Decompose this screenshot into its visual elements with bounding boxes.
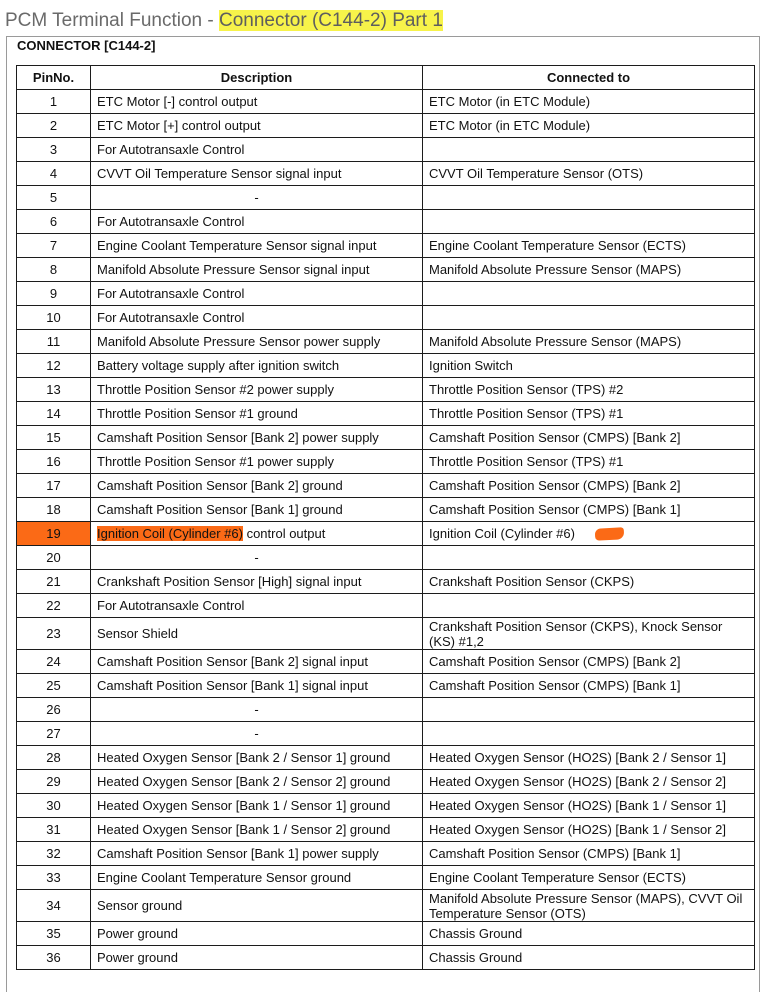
table-header-row [17, 66, 755, 90]
table-row [17, 354, 755, 378]
table-row [17, 794, 755, 818]
table-row [17, 650, 755, 674]
pin-description: Power ground [91, 946, 423, 970]
table-row [17, 522, 755, 546]
pin-description: Camshaft Position Sensor [Bank 2] signal input [91, 650, 423, 674]
table-row [17, 282, 755, 306]
pin-number: 1 [17, 90, 91, 114]
pin-number: 34 [17, 890, 91, 922]
pin-connected-to [423, 546, 755, 570]
pin-number: 11 [17, 330, 91, 354]
pin-description: Heated Oxygen Sensor [Bank 2 / Sensor 2] ground [91, 770, 423, 794]
pin-description: Heated Oxygen Sensor [Bank 1 / Sensor 2] ground [91, 818, 423, 842]
pin-number: 16 [17, 450, 91, 474]
table-row [17, 234, 755, 258]
pin-description: Camshaft Position Sensor [Bank 2] power supply [91, 426, 423, 450]
pin-description: Battery voltage supply after ignition switch [91, 354, 423, 378]
pin-number: 4 [17, 162, 91, 186]
pin-description: - [91, 186, 423, 210]
pin-description: Heated Oxygen Sensor [Bank 1 / Sensor 1] ground [91, 794, 423, 818]
pin-connected-to: Throttle Position Sensor (TPS) #1 [423, 402, 755, 426]
pin-connected-to: Camshaft Position Sensor (CMPS) [Bank 2] [423, 426, 755, 450]
table-row [17, 474, 755, 498]
pin-number: 15 [17, 426, 91, 450]
pin-connected-to: Heated Oxygen Sensor (HO2S) [Bank 1 / Sensor 1] [423, 794, 755, 818]
pin-number: 17 [17, 474, 91, 498]
pin-description: Throttle Position Sensor #2 power supply [91, 378, 423, 402]
pin-description: Throttle Position Sensor #1 ground [91, 402, 423, 426]
pin-description: For Autotransaxle Control [91, 282, 423, 306]
pin-connected-to: CVVT Oil Temperature Sensor (OTS) [423, 162, 755, 186]
pin-number: 29 [17, 770, 91, 794]
pin-connected-to [423, 210, 755, 234]
pin-connected-to: Crankshaft Position Sensor (CKPS) [423, 570, 755, 594]
pin-number: 7 [17, 234, 91, 258]
pin-description: For Autotransaxle Control [91, 306, 423, 330]
table-row [17, 570, 755, 594]
table-row [17, 674, 755, 698]
pin-connected-to [423, 698, 755, 722]
pin-description: ETC Motor [+] control output [91, 114, 423, 138]
pin-connected-to: Camshaft Position Sensor (CMPS) [Bank 2] [423, 474, 755, 498]
table-row [17, 866, 755, 890]
description-rest: control output [242, 526, 326, 541]
pin-number: 21 [17, 570, 91, 594]
table-row [17, 698, 755, 722]
table-row [17, 842, 755, 866]
pin-description: For Autotransaxle Control [91, 138, 423, 162]
table-row [17, 770, 755, 794]
pin-number: 28 [17, 746, 91, 770]
pin-number: 23 [17, 618, 91, 650]
pin-number: 35 [17, 922, 91, 946]
pin-connected-to: Heated Oxygen Sensor (HO2S) [Bank 2 / Sensor 1] [423, 746, 755, 770]
pin-number: 30 [17, 794, 91, 818]
pin-description: Power ground [91, 922, 423, 946]
table-row [17, 746, 755, 770]
pin-number: 27 [17, 722, 91, 746]
connector-label: CONNECTOR [C144-2] [17, 38, 156, 53]
pin-description: CVVT Oil Temperature Sensor signal input [91, 162, 423, 186]
pin-number: 5 [17, 186, 91, 210]
table-row [17, 922, 755, 946]
pin-connected-to [423, 282, 755, 306]
pin-description: For Autotransaxle Control [91, 210, 423, 234]
pin-connected-to: Throttle Position Sensor (TPS) #2 [423, 378, 755, 402]
pin-connected-to: Camshaft Position Sensor (CMPS) [Bank 2] [423, 650, 755, 674]
pin-connected-to: Heated Oxygen Sensor (HO2S) [Bank 1 / Sensor 2] [423, 818, 755, 842]
pin-connected-to: Crankshaft Position Sensor (CKPS), Knock Sensor (KS) #1,2 [423, 618, 755, 650]
header-description: Description [91, 66, 423, 90]
pin-number: 26 [17, 698, 91, 722]
header-pin: PinNo. [17, 66, 91, 90]
pin-description: Sensor ground [91, 890, 423, 922]
pin-connected-to [423, 306, 755, 330]
table-row [17, 722, 755, 746]
table-row [17, 426, 755, 450]
pin-number: 9 [17, 282, 91, 306]
pin-number [17, 522, 91, 546]
pin-number: 8 [17, 258, 91, 282]
pin-number: 32 [17, 842, 91, 866]
pin-description: Engine Coolant Temperature Sensor ground [91, 866, 423, 890]
table-row [17, 498, 755, 522]
pin-description: Sensor Shield [91, 618, 423, 650]
pin-number: 3 [17, 138, 91, 162]
highlight-mark [595, 527, 625, 541]
pin-connected-to: Chassis Ground [423, 946, 755, 970]
table-row [17, 818, 755, 842]
pin-connected-to: Ignition Coil (Cylinder #6) [423, 522, 755, 546]
pin-description: Throttle Position Sensor #1 power supply [91, 450, 423, 474]
pin-rows [17, 90, 755, 970]
pin-description [91, 522, 423, 546]
pin-description: Camshaft Position Sensor [Bank 1] signal input [91, 674, 423, 698]
table-row [17, 162, 755, 186]
table-row [17, 946, 755, 970]
pin-description: Camshaft Position Sensor [Bank 1] ground [91, 498, 423, 522]
title-highlight: Connector (C144-2) Part 1 [219, 10, 443, 31]
pin-connected-to: Heated Oxygen Sensor (HO2S) [Bank 2 / Sensor 2] [423, 770, 755, 794]
table-row [17, 330, 755, 354]
table-row [17, 306, 755, 330]
pin-number: 24 [17, 650, 91, 674]
table-row [17, 618, 755, 650]
pin-number: 13 [17, 378, 91, 402]
table-row [17, 546, 755, 570]
pin-connected-to: Manifold Absolute Pressure Sensor (MAPS) [423, 330, 755, 354]
pin-description: Camshaft Position Sensor [Bank 1] power supply [91, 842, 423, 866]
pin-description: Engine Coolant Temperature Sensor signal input [91, 234, 423, 258]
pin-description: ETC Motor [-] control output [91, 90, 423, 114]
table-row [17, 138, 755, 162]
pin-connected-to [423, 722, 755, 746]
header-connected: Connected to [423, 66, 755, 90]
pin-description: - [91, 722, 423, 746]
pin-number: 33 [17, 866, 91, 890]
table-row [17, 114, 755, 138]
pin-connected-to: ETC Motor (in ETC Module) [423, 90, 755, 114]
pin-connected-to: Camshaft Position Sensor (CMPS) [Bank 1] [423, 498, 755, 522]
pin-number: 14 [17, 402, 91, 426]
table-row [17, 402, 755, 426]
title-prefix: PCM Terminal Function - [5, 10, 219, 31]
table-row [17, 90, 755, 114]
pin-connected-to [423, 186, 755, 210]
pin-connected-to: Engine Coolant Temperature Sensor (ECTS) [423, 866, 755, 890]
pin-number: 25 [17, 674, 91, 698]
pin-number: 12 [17, 354, 91, 378]
pin-connected-to [423, 594, 755, 618]
pin-number: 36 [17, 946, 91, 970]
pin-connected-to [423, 138, 755, 162]
pin-description: Camshaft Position Sensor [Bank 2] ground [91, 474, 423, 498]
table-row [17, 450, 755, 474]
table-row [17, 210, 755, 234]
pin-connected-to: Chassis Ground [423, 922, 755, 946]
pin-number: 10 [17, 306, 91, 330]
pin-connected-to: ETC Motor (in ETC Module) [423, 114, 755, 138]
pin-connected-to: Camshaft Position Sensor (CMPS) [Bank 1] [423, 842, 755, 866]
pin-connected-to: Manifold Absolute Pressure Sensor (MAPS), CVVT Oil Temperature Sensor (OTS) [423, 890, 755, 922]
table-row [17, 378, 755, 402]
pin-connected-to: Throttle Position Sensor (TPS) #1 [423, 450, 755, 474]
pin-description: - [91, 698, 423, 722]
table-row [17, 890, 755, 922]
pin-connected-to: Camshaft Position Sensor (CMPS) [Bank 1] [423, 674, 755, 698]
pin-connected-to: Manifold Absolute Pressure Sensor (MAPS) [423, 258, 755, 282]
pin-number: 18 [17, 498, 91, 522]
pin-description: Crankshaft Position Sensor [High] signal input [91, 570, 423, 594]
pin-table [16, 65, 755, 970]
pin-number: 31 [17, 818, 91, 842]
pin-connected-to: Engine Coolant Temperature Sensor (ECTS) [423, 234, 755, 258]
table-row [17, 186, 755, 210]
page-title [5, 8, 443, 34]
table-row [17, 594, 755, 618]
pin-number: 22 [17, 594, 91, 618]
pin-description: Manifold Absolute Pressure Sensor signal input [91, 258, 423, 282]
pin-connected-to: Ignition Switch [423, 354, 755, 378]
pin-number: 2 [17, 114, 91, 138]
pin-number: 6 [17, 210, 91, 234]
description-highlight: Ignition Coil (Cylinder #6) [97, 526, 243, 541]
pin-description: For Autotransaxle Control [91, 594, 423, 618]
pin-description: Heated Oxygen Sensor [Bank 2 / Sensor 1] ground [91, 746, 423, 770]
pin-number: 20 [17, 546, 91, 570]
pin-description: Manifold Absolute Pressure Sensor power supply [91, 330, 423, 354]
pin-number-highlight: 19 [46, 526, 61, 541]
pin-description: - [91, 546, 423, 570]
table-row [17, 258, 755, 282]
